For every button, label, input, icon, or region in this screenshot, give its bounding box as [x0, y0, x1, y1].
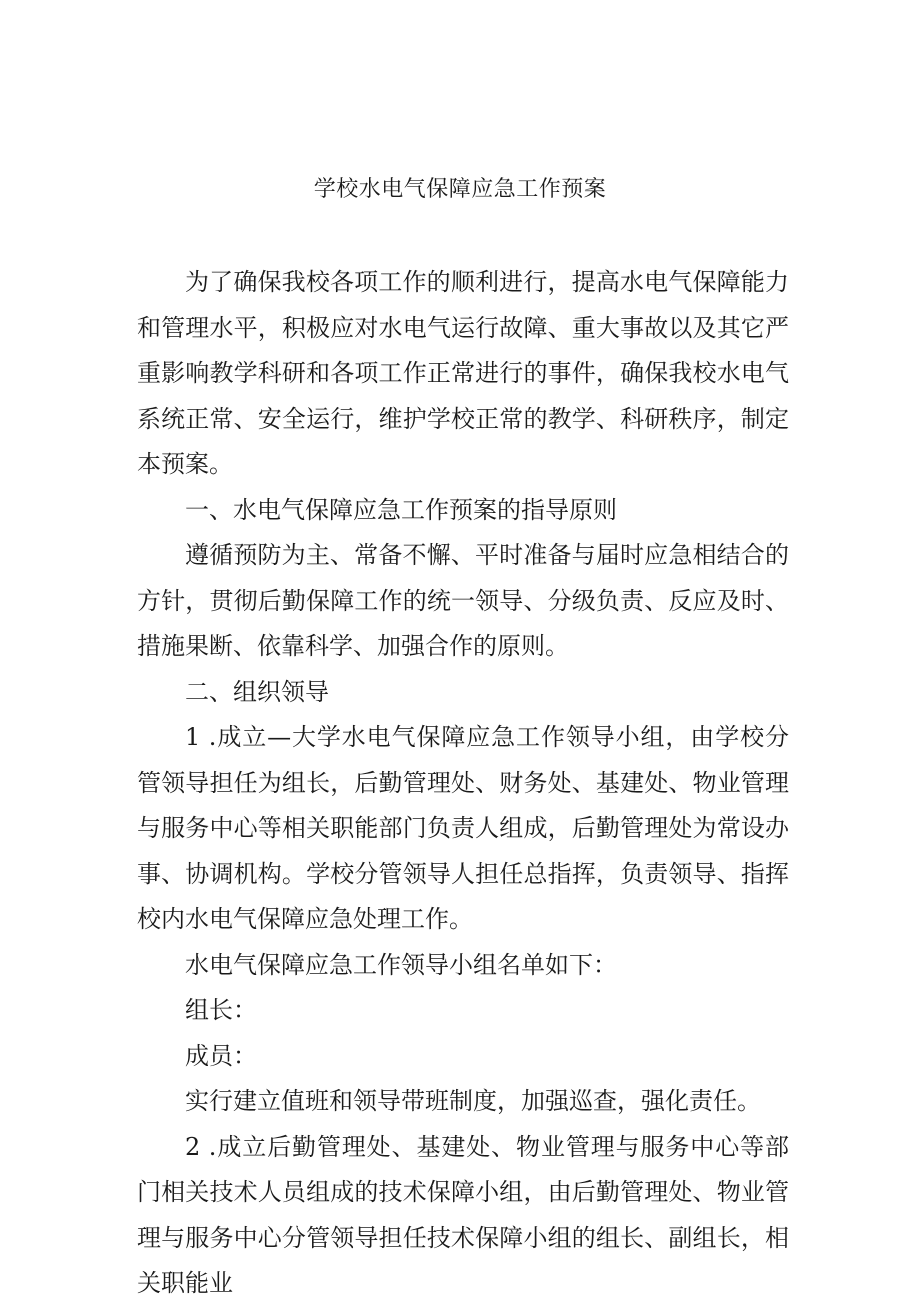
- paragraph-duty-system: 实行建立值班和领导带班制度，加强巡查，强化责任。: [185, 1087, 761, 1115]
- paragraph-members: 成员：: [185, 1041, 257, 1070]
- document-title: 学校水电气保障应急工作预案: [313, 177, 607, 202]
- paragraph-member-list-intro: 水电气保障应急工作领导小组名单如下：: [185, 950, 617, 979]
- paragraph-intro: 为了确保我校各项工作的顺利进行，提高水电气保障能力和管理水平，积极应对水电气运行故障、重大事故以及其它严重影响教学科研和各项工作正常进行的事件，确保我校水电气系统正常、安全运行，维护学校正常的教学、科研秩序，制定本预案。: [137, 268, 789, 478]
- paragraph-tech-support-group: 2 .成立后勤管理处、基建处、物业管理与服务中心等部门相关技术人员组成的技术保障小组，由后勤管理处、物业管理与服务中心分管领导担任技术保障小组的组长、副组长，相关职能业: [137, 1132, 789, 1297]
- heading-guiding-principles: 一、水电气保障应急工作预案的指导原则: [185, 495, 617, 524]
- paragraph-group-leader: 组长：: [185, 996, 257, 1024]
- document-body: [137, 260, 789, 1307]
- paragraph-leadership-group: 1 .成立—大学水电气保障应急工作领导小组，由学校分管领导担任为组长，后勤管理处、财务处、基建处、物业管理与服务中心等相关职能部门负责人组成，后勤管理处为常设办事、协调机构。学校分管领导人担任总指挥，负责领导、指挥校内水电气保障应急处理工作。: [137, 723, 789, 933]
- paragraph-principles: 遵循预防为主、常备不懈、平时准备与届时应急相结合的方针，贯彻后勤保障工作的统一领导、分级负责、反应及时、措施果断、依靠科学、加强合作的原则。: [137, 541, 789, 660]
- heading-organization: 二、组织领导: [185, 677, 329, 706]
